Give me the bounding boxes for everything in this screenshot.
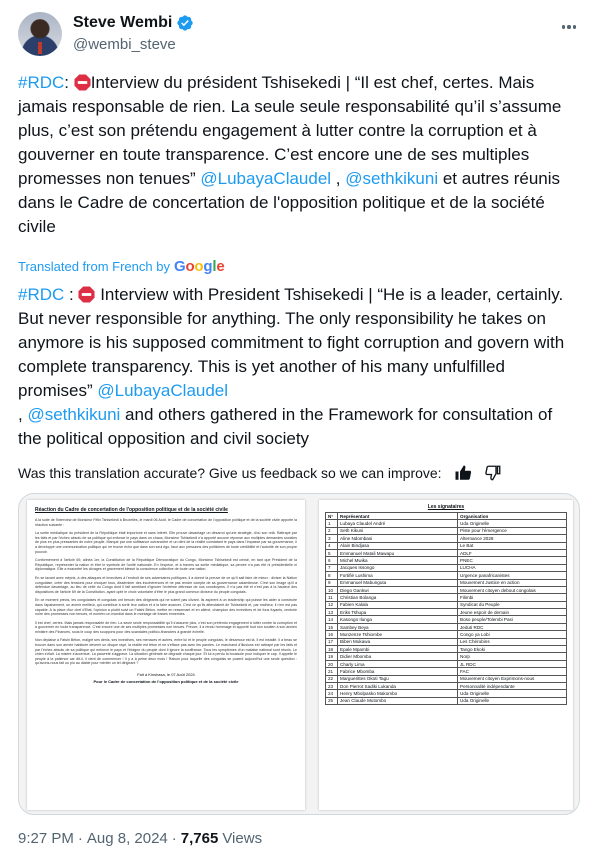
table-cell: 6 <box>326 557 338 564</box>
table-row <box>326 660 567 667</box>
table-cell: 18 <box>326 646 338 653</box>
table-cell: Don Pierrot Sadiki Lukanda <box>338 682 458 689</box>
table-cell: Aline Ndombasi <box>338 535 458 542</box>
signatories-title: Les signataires <box>427 504 465 510</box>
table-cell: 7 <box>326 564 338 571</box>
document-title: Réaction du Cadre de concertation de l'opposition politique et de la société civile <box>35 507 228 513</box>
table-cell: Tango Ekoki <box>458 646 567 653</box>
table-cell: Kasongo Ilunga <box>338 616 458 623</box>
table-row <box>326 520 567 527</box>
separator-dot: · <box>171 830 177 847</box>
views-count: 7,765 <box>180 830 219 847</box>
table-cell: Sambey Beya <box>338 623 458 630</box>
table-cell: PNEC <box>458 557 567 564</box>
table-cell: Eriks Tshupa <box>338 609 458 616</box>
table-cell: Munzenze Tshiombe <box>338 631 458 638</box>
table-row <box>326 682 567 689</box>
signatories-table <box>325 512 567 705</box>
table-cell: 11 <box>326 594 338 601</box>
table-row <box>326 675 567 682</box>
more-options-icon[interactable] <box>558 16 580 38</box>
table-cell: Epale Mpambi <box>338 646 458 653</box>
table-row <box>326 594 567 601</box>
table-cell: LUCHA <box>458 564 567 571</box>
table-cell: Uda Originelle <box>458 690 567 697</box>
table-cell: 12 <box>326 601 338 608</box>
text-fragment: Interview du président Tshisekedi | “Il est chef, certes. Mais jamais responsable de rien. La seule seule responsabilité qu’il s’assume plus, c’est son prétendu engagement à lutter contre la corruption et à gouverner en toute transparence. C’est encore une de ses multiples promesses non tenues” <box>18 73 567 188</box>
table-cell: 15 <box>326 623 338 630</box>
document-paragraph: En se lavant avec mépris, à des attaques et invectives à l'endroit de ses adversaires politiques, il a donné la preuve de ce qu'il sait faire de mieux : diviser la Nation congolaise, créer des tensions pour choquer tous, disséminer des incohérences et ne pas rendre compte de sa gouvernance calamiteuse. C'est son image qu'il a défendue davantage, au lieu de celle du Congo dont il fait semblant d'ignorer l'extrême détresse de nos concitoyens. Il n'a pas été et n'est pas à la hauteur des dispositions de l'article 69 de la Constitution, ayant opté le choix volontaire d'être le plus grand commun diviseur du peuple congolais. <box>35 575 297 594</box>
text-fragment: et autres réunis dans le Cadre de concertation de l'opposition politique et de la société civile <box>18 169 565 236</box>
document-page-signatories <box>319 500 573 810</box>
avatar[interactable] <box>18 12 62 56</box>
table-cell: Marguerittes Okoti Tagu <box>338 675 458 682</box>
hashtag-rdc[interactable]: #RDC <box>18 285 65 304</box>
table-cell: Mouvement Justice en action <box>458 579 567 586</box>
table-cell: Fabien Kalala <box>338 601 458 608</box>
table-cell: 19 <box>326 653 338 660</box>
table-cell: Emmanuel Mabunguta <box>338 579 458 586</box>
table-cell: 21 <box>326 668 338 675</box>
table-cell: Diego Gankwi <box>338 586 458 593</box>
table-cell: 4 <box>326 542 338 549</box>
author-handle[interactable]: @wembi_steve <box>73 36 176 53</box>
table-row <box>326 631 567 638</box>
tweet-header <box>18 12 580 60</box>
table-row <box>326 668 567 675</box>
table-row <box>326 535 567 542</box>
table-cell: Emmanuel Matali Mawapu <box>338 549 458 556</box>
table-row <box>326 579 567 586</box>
table-cell: Michel Mwika <box>338 557 458 564</box>
table-cell: Norp <box>458 653 567 660</box>
table-cell: 13 <box>326 609 338 616</box>
table-row <box>326 557 567 564</box>
table-cell: Didier Mbomba <box>338 653 458 660</box>
table-cell: Jeduti RDC <box>458 623 567 630</box>
table-cell: Fabrice Mbomba <box>338 668 458 675</box>
table-cell: 8 <box>326 572 338 579</box>
table-row <box>326 586 567 593</box>
feedback-prompt: Was this translation accurate? Give us feedback so we can improve: <box>18 465 442 481</box>
table-cell: Uda Originelle <box>458 520 567 527</box>
text-fragment: Interview with President Tshisekedi | “He is a leader, certainly. But never responsible for anything. The only responsibility he takes on anymore is his supposed commitment to fight corruption and govern with complete transparency. This is yet another of his many unfulfilled promises” <box>18 285 569 400</box>
author-name-line <box>73 14 194 32</box>
document-place-date: Fait à Kinshasa, le 07 Août 2024 <box>137 672 195 678</box>
table-cell: 20 <box>326 660 338 667</box>
table-cell: Jean Claude Mutombo <box>338 697 458 704</box>
table-cell: ADLF <box>458 549 567 556</box>
table-row <box>326 572 567 579</box>
translated-from-label[interactable]: Translated from French by <box>18 259 170 274</box>
table-cell: Congo ya Lobi <box>458 631 567 638</box>
table-row <box>326 653 567 660</box>
views-label: Views <box>222 830 263 847</box>
translation-feedback <box>18 464 502 482</box>
document-paragraph: Il est chef, certes. Mais jamais responsable de rien. La seule seule responsabilité qu'il s'assume plus, c'est son prétendu engagement à lutter contre la corruption et à gouverner en toute transparence. C'est encore une de ses multiples promesses non tenues. Preuve, il a rendu hommage et apporté tout son soutien à son ancien ministre des Finances, sous le coup des soupçons pour des scandales politico-financiers à grande échelle. <box>35 620 297 634</box>
table-cell: Syndicat du Peuple <box>458 601 567 608</box>
table-row <box>326 549 567 556</box>
table-cell: 2 <box>326 527 338 534</box>
google-logo: Google <box>173 258 225 275</box>
hashtag-rdc[interactable]: #RDC <box>18 73 65 92</box>
tweet-meta <box>18 830 262 847</box>
table-cell: Jacques Issongo <box>338 564 458 571</box>
table-cell: 1 <box>326 520 338 527</box>
document-paragraph: Conformément à l'article 69, alinéa 1er, la Constitution de la République Démocratique du Congo, Monsieur Tshisekedi est censé, en tant que Président de la République, représenter la nation et être le symbole de l'unité nationale. En l'espèce, et à travers sa sortie médiatique, sa percée n'a pas été ni présidentielle ni diplomatique. Elle a exacerbé les clivages et gravement blessé la conscience collective de toute une nation. <box>35 558 297 572</box>
table-cell: Biben Mukawa <box>338 638 458 645</box>
table-row <box>326 542 567 549</box>
text-fragment: , <box>331 169 346 188</box>
avatar-tie <box>38 42 42 54</box>
document-paragraph: En ce moment précis, les congolaises et congolais ont besoin des dirigeants qui ne soient pas clivant. Ils aspirent à un leadership qui puisse les aider à construire dans l'apaisement, un avenir meilleur, qui contribue à sortir leur nation et à la faire avancer. C'est ce qu'ils attendaient de Tshisekedi et, par malheur, il n'en est pas capable. A la place d'un chef d'Etat, l'opinion a plutôt suivi un Fatshi Béton, mettre en ressemant et en aliéné, champion des invectives et de fous fuyants, centurie noire des promesses non tenues, et numéro un mondial dans le montage de fosses ennemies. <box>35 598 297 617</box>
document-signature: Pour le Cadre de concertation de l'opposition politique et de la société civile <box>93 679 239 685</box>
table-row <box>326 616 567 623</box>
mention-lubayaclaudel[interactable]: @LubayaClaudel <box>97 381 229 400</box>
table-cell: Urgence panafricanistes <box>458 572 567 579</box>
signatories-table-body <box>326 520 567 705</box>
table-row <box>326 638 567 645</box>
table-cell: 17 <box>326 638 338 645</box>
table-cell: 16 <box>326 631 338 638</box>
document-paragraph: La sortie médiatique du président de la République était importune et sans intérêt. Elle prouve davantage un désarroi qu'une stratégie, d'où son relâ. Rattrapé par les faits et par l'échec absolu de sa politique qui enfonce le pays dans un chaos, Monsieur Tshisekedi n'a apporté aucune réponse aux multiples demandes sociales de plus en plus pressantes de notre peuple. Marqué par une suffisance outrancière et un déni de la réalité constatant le pays dans l'impasse par sa gouvernance, il a développé une communication politique qui ne trouve écho que dans son seul égo, face aux pressions des politiciens de toute crédibilité et l'autorité de son propre pouvoir. <box>35 531 297 554</box>
table-cell: Les Chérubins <box>458 638 567 645</box>
table-cell: Jeune espoir de demain <box>458 609 567 616</box>
table-row <box>326 646 567 653</box>
author-display-name[interactable]: Steve Wembi <box>73 14 173 31</box>
table-cell: Piste pour l'émergence <box>458 527 567 534</box>
table-cell: Boso peuple/Tolembi Pasi <box>458 616 567 623</box>
separator-dot: · <box>77 830 83 847</box>
translation-attribution <box>18 258 224 275</box>
document-page-statement <box>27 500 305 810</box>
tweet-translated-text <box>18 283 580 451</box>
table-row <box>326 564 567 571</box>
table-cell: 23 <box>326 682 338 689</box>
table-row <box>326 623 567 630</box>
table-cell: Alternance 2028 <box>458 535 567 542</box>
table-cell: Le Bat <box>458 542 567 549</box>
table-cell: Fortifié Lushima <box>338 572 458 579</box>
attached-image[interactable] <box>18 493 580 815</box>
table-cell: Christian Bolanga <box>338 594 458 601</box>
table-cell: Henry Mbolpasko Makombo <box>338 690 458 697</box>
table-row <box>326 609 567 616</box>
text-fragment: and others gathered in the Framework for consultation of the political opposition and civil society <box>18 405 557 448</box>
table-cell: Filimbi <box>458 594 567 601</box>
stop-sign-icon <box>74 74 91 91</box>
table-cell: 3 <box>326 535 338 542</box>
table-cell: 14 <box>326 616 338 623</box>
table-cell: 9 <box>326 579 338 586</box>
tweet-original-text <box>18 71 580 239</box>
table-cell: Mouvement citoyen debout congolais <box>458 586 567 593</box>
table-cell: 5 <box>326 549 338 556</box>
table-row <box>326 697 567 704</box>
table-cell: 10 <box>326 586 338 593</box>
table-cell: Uda Originelle <box>458 697 567 704</box>
table-cell: 22 <box>326 675 338 682</box>
mention-sethkikuni[interactable]: @sethkikuni <box>27 405 121 424</box>
table-cell: FAC <box>458 668 567 675</box>
table-header-cell: N° <box>326 513 338 520</box>
mention-lubayaclaudel[interactable]: @LubayaClaudel <box>200 169 332 188</box>
tweet-date[interactable]: Aug 8, 2024 <box>86 830 168 847</box>
text-fragment: , <box>18 405 23 424</box>
table-cell: Charly Lima <box>338 660 458 667</box>
text-fragment: : <box>64 285 79 304</box>
mention-sethkikuni[interactable]: @sethkikuni <box>345 169 439 188</box>
table-cell: JL RDC <box>458 660 567 667</box>
table-cell: 25 <box>326 697 338 704</box>
document-paragraph: A la suite de l'interview de Monsieur Félix Tshisekedi à Bruxelles, le mardi 06 Août, le Cadre de concertation de l'opposition politique et de la société civile apporte la réaction suivante : <box>35 518 297 527</box>
table-row <box>326 527 567 534</box>
table-header-row <box>326 513 567 520</box>
table-cell: 24 <box>326 690 338 697</box>
table-row <box>326 690 567 697</box>
table-header-cell: Organisation <box>458 513 567 520</box>
document-paragraph: Non déplaise à Fatshi Béton, malgré ses dénis, ses invectives, ses menaces et autres, entre lui et le peuple congolais, le désamour est là. Il est installé. Il a beau se trouver dans son armée habituée devenir un disque rayé, la réalité est têtue et ne s'efface pas avec les paroles. Le marchand d'illusions est rattrapé par les faits et par l'échec absolu de sa politique qui enfonce le pays et l'éloigne du peuple dont il ignore la souffrance. Tous les symptômes d'un malaise national sont réunis. Le chien s'élait. La misère s'accentue. La pauvreté s'aggrave. La situation générale se dégrade chaque jour. Et lui a perdu la boussole pour indiquer le cap. Il appelle le peuple à la patience car dit-il, il vient de commencer ! Il y a à peine deux mois ! Raison pour laquelle des congolais se posent aujourd'hui une seule question : qu'avons-nous fait ou plu au diable pour mériter un tel dirigeant ? <box>35 638 297 666</box>
table-cell: Seth Kikuni <box>338 527 458 534</box>
thumbs-up-icon[interactable] <box>454 464 472 482</box>
stop-sign-icon <box>78 286 95 303</box>
table-cell: Mouvement citoyen Exprimons-nous <box>458 675 567 682</box>
table-header-cell: Représentant <box>338 513 458 520</box>
table-cell: Lubaya Claudel André <box>338 520 458 527</box>
text-fragment: : <box>64 73 74 92</box>
table-row <box>326 601 567 608</box>
table-cell: Alain Bindjasa <box>338 542 458 549</box>
tweet-time[interactable]: 9:27 PM <box>18 830 74 847</box>
table-cell: Personnalité indépendante <box>458 682 567 689</box>
verified-badge-icon <box>176 14 194 32</box>
thumbs-down-icon[interactable] <box>484 464 502 482</box>
